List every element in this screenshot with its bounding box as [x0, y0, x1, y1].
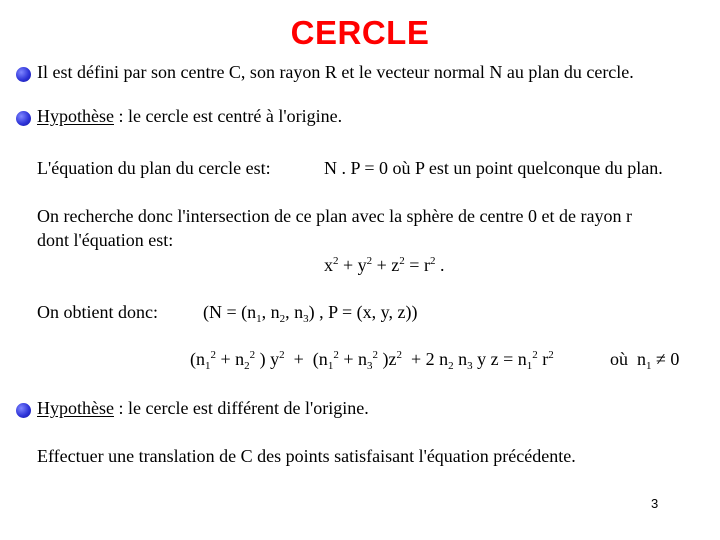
plane-equation-label: L'équation du plan du cercle est: [37, 158, 271, 178]
hypothesis-label: Hypothèse [37, 106, 114, 126]
obtain-label: On obtient donc: [37, 302, 158, 322]
definition-text: Il est défini par son centre C, son rayon R et le vecteur normal N au plan du cercle. [37, 62, 634, 82]
hypothesis-text: : le cercle est centré à l'origine. [113, 106, 343, 126]
sphere-equation: $x^2 + y^2 + z^2 = r^2$ . [324, 255, 445, 275]
page-title: CERCLE [290, 14, 430, 51]
bullet-icon [16, 403, 31, 418]
intersection-text-1: On recherche donc l'intersection de ce plan avec la sphère de centre 0 et de rayon r [37, 206, 632, 226]
intersection-text-2: dont l'équation est: [37, 230, 174, 250]
hypothesis-label: Hypothèse [37, 398, 114, 418]
hypothesis-text: : le cercle est différent de l'origine. [113, 398, 369, 418]
translation-text: Effectuer une translation de C des points satisfaisant l'équation précédente. [37, 446, 576, 466]
hypothesis-2 [37, 398, 369, 419]
condition: où $n_1 \ne 0$ [610, 349, 680, 372]
result-equation: ($n_1^2 + n_2^2$ ) $y^2 + (n_1^2 + n_3^2$ )$z^2 + 2$ $n_2$ $n_3$ y $z = n_1^2$ $r^2$ [190, 349, 554, 372]
page-number: 3 [651, 496, 659, 511]
bullet-icon [16, 111, 31, 126]
hypothesis-1 [37, 106, 342, 127]
bullet-icon [16, 67, 31, 82]
obtain-vectors: ($N = (n_1$, $n_2$, $n_3$) , P = (x, y, z)) [203, 302, 418, 325]
plane-equation: N . P = 0 où P est un point quelconque du plan. [324, 158, 663, 178]
